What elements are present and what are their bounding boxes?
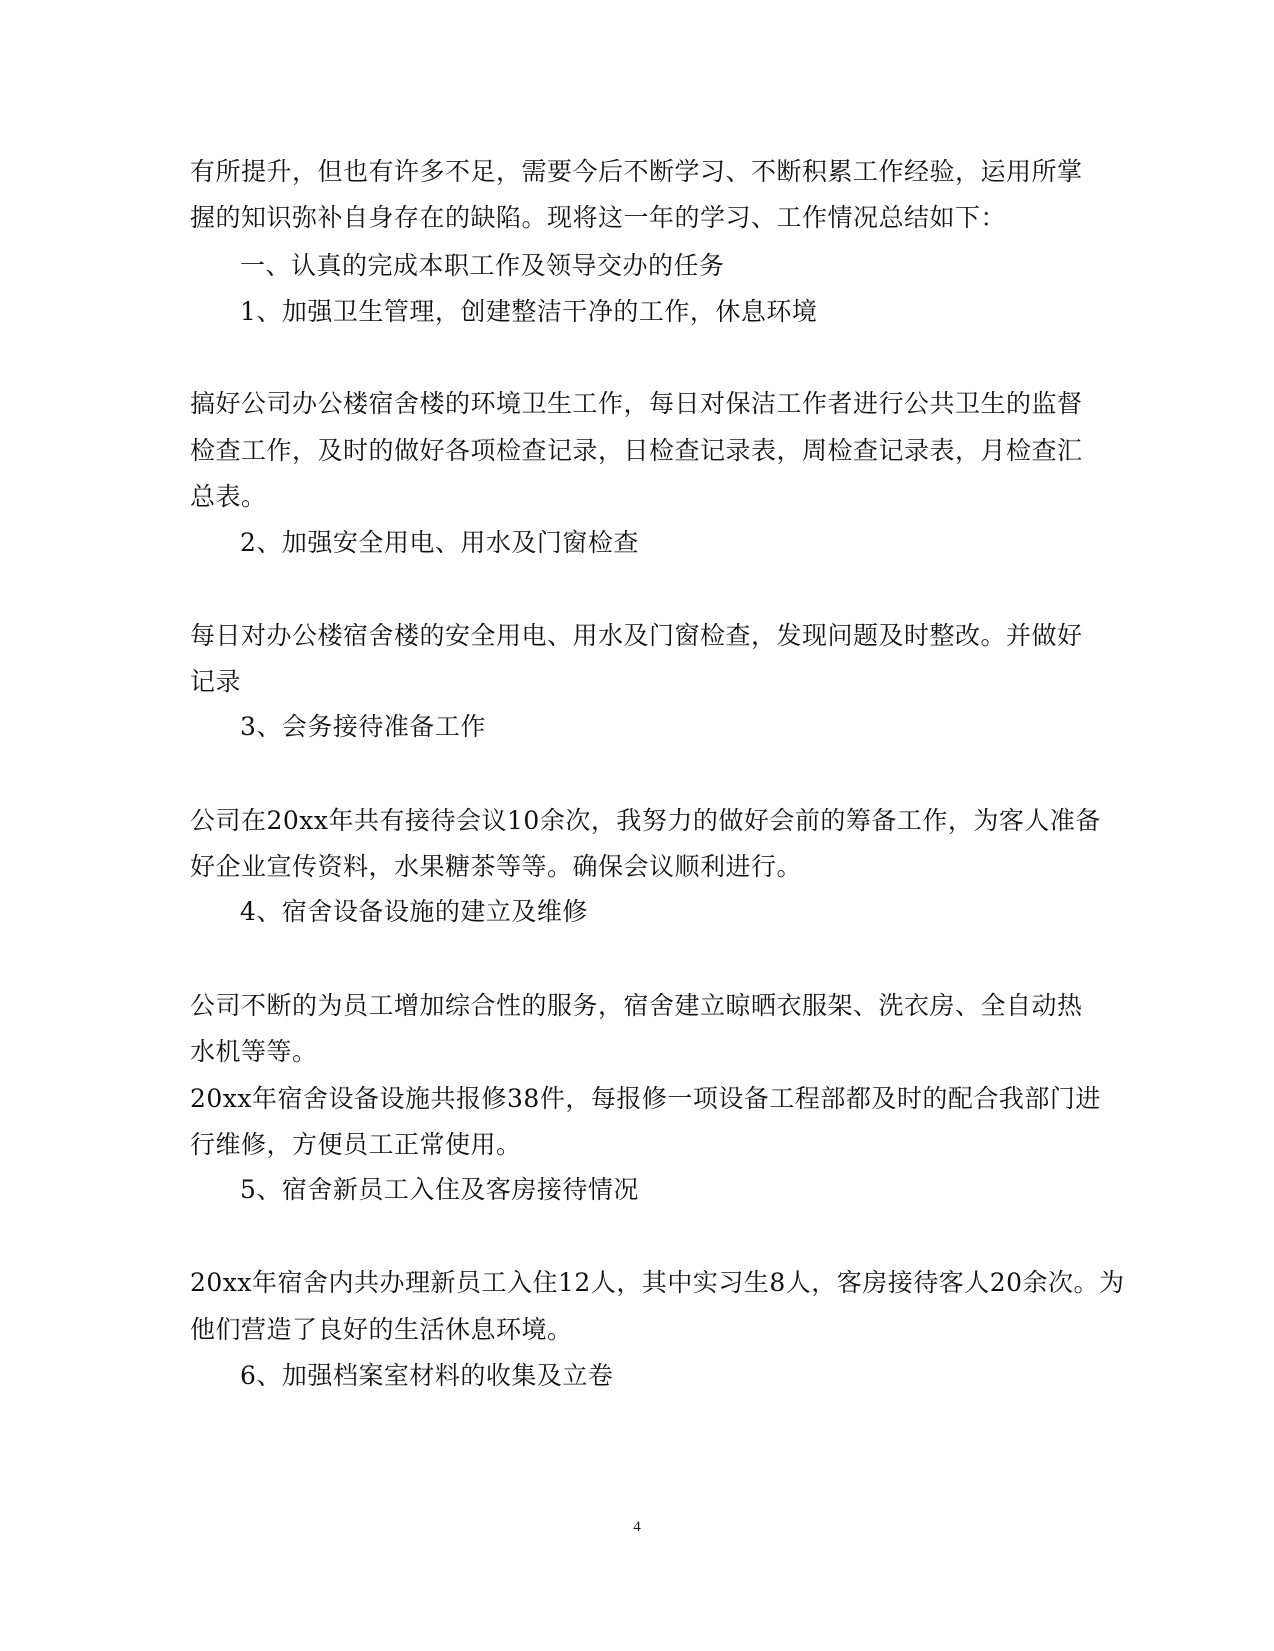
intro-line-1: 有所提升，但也有许多不足，需要今后不断学习、不断积累工作经验，运用所掌 — [190, 157, 1083, 186]
item-1-body-line-2: 检查工作，及时的做好各项检查记录，日检查记录表，周检查记录表，月检查汇 — [190, 436, 1083, 465]
item-5-body-line-1: 20xx年宿舍内共办理新员工入住12人，其中实习生8人，客房接待客人20余次。为 — [190, 1268, 1125, 1297]
item-4-body-line-2: 水机等等。 — [190, 1037, 318, 1066]
item-5-body-line-2: 他们营造了良好的生活休息环境。 — [190, 1315, 573, 1344]
item-4-heading: 4、宿舍设备设施的建立及维修 — [240, 897, 588, 926]
intro-line-2: 握的知识弥补自身存在的缺陷。现将这一年的学习、工作情况总结如下： — [190, 203, 1007, 232]
item-2-body-line-1: 每日对办公楼宿舍楼的安全用电、用水及门窗检查，发现问题及时整改。并做好 — [190, 621, 1083, 650]
item-1-body-line-3: 总表。 — [190, 482, 267, 511]
item-3-body-line-2: 好企业宣传资料，水果糖茶等等。确保会议顺利进行。 — [190, 852, 803, 881]
item-4-body-line-1: 公司不断的为员工增加综合性的服务，宿舍建立晾晒衣服架、洗衣房、全自动热 — [190, 991, 1083, 1020]
item-4-body-line-3: 20xx年宿舍设备设施共报修38件，每报修一项设备工程部都及时的配合我部门进 — [190, 1084, 1101, 1113]
item-1-body-line-1: 搞好公司办公楼宿舍楼的环境卫生工作，每日对保洁工作者进行公共卫生的监督 — [190, 389, 1083, 418]
section-heading: 一、认真的完成本职工作及领导交办的任务 — [240, 251, 725, 280]
item-4-body-line-4: 行维修，方便员工正常使用。 — [190, 1130, 522, 1159]
item-3-heading: 3、会务接待准备工作 — [240, 712, 486, 741]
item-3-body-line-1: 公司在20xx年共有接待会议10余次，我努力的做好会前的筹备工作，为客人准备 — [190, 806, 1101, 835]
item-2-body-line-2: 记录 — [190, 667, 242, 696]
item-1-heading: 1、加强卫生管理，创建整洁干净的工作，休息环境 — [240, 297, 818, 326]
item-2-heading: 2、加强安全用电、用水及门窗检查 — [240, 528, 639, 557]
item-6-heading: 6、加强档案室材料的收集及立卷 — [240, 1361, 614, 1390]
item-5-heading: 5、宿舍新员工入住及客房接待情况 — [240, 1175, 639, 1204]
page-number: 4 — [633, 1519, 641, 1535]
